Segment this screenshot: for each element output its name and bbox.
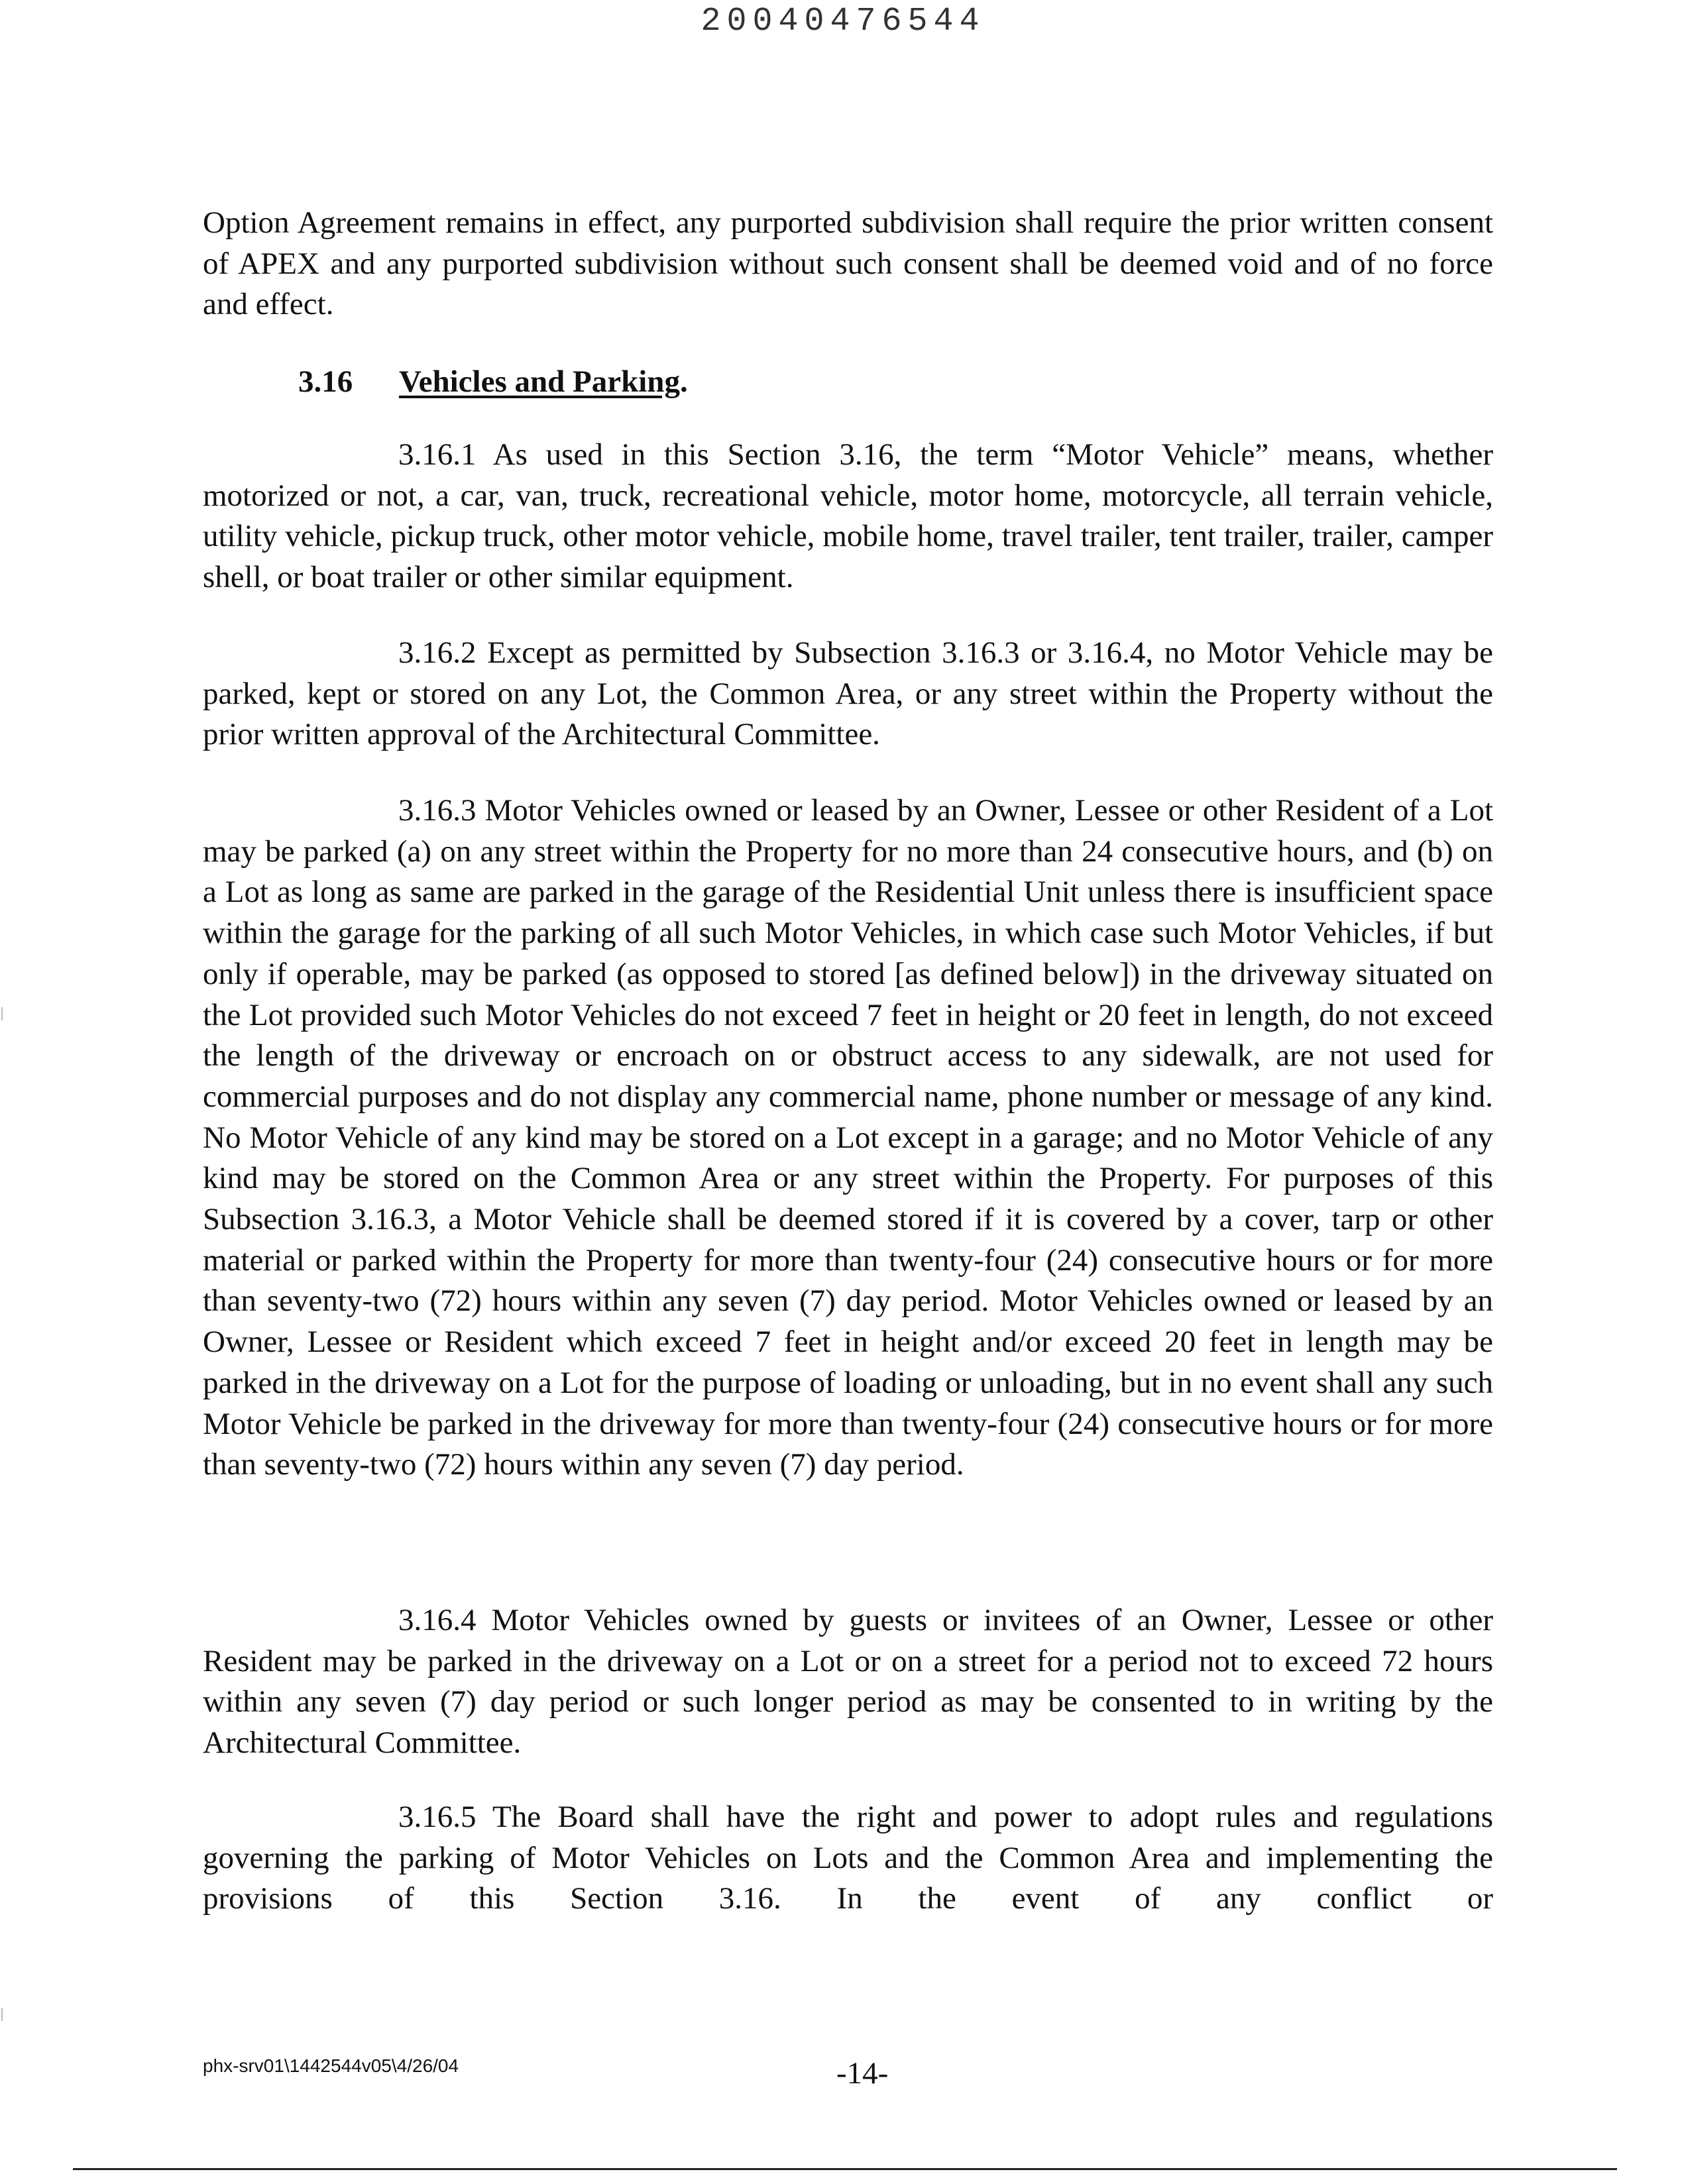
scan-edge-mark [1,2008,3,2021]
section-number: 3.16 [298,364,353,399]
paragraph-3-16-5: 3.16.5 The Board shall have the right and power to adopt rules and regulations governing the parking of Motor Vehicles on Lots and the Common Area and implementing the provisions of this Section 3.16. In the event of any conflict or [203,1800,1493,1916]
footer-rule [73,2168,1617,2170]
footer-document-id: phx-srv01\1442544v05\4/26/04 [203,2055,459,2076]
page-number: -14- [836,2056,889,2091]
paragraph-3-16-3: 3.16.3 Motor Vehicles owned or leased by an Owner, Lessee or other Resident of a Lot may be parked (a) on any street within the Property for no more than 24 consecutive hours, and (b) on a Lot as long as same are parked in the garage of the Residential Unit unless there is insufficient space within the garage for the parking of all such Motor Vehicles, in which case such Motor Vehicles, if but only if operable, may be parked (as opposed to stored [as defined below]) in the driveway situated on the Lot provided such Motor Vehicles do not exceed 7 feet in height or 20 feet in length, do not exceed the length of the driveway or encroach on or obstruct access to any sidewalk, are not used for commercial purposes and do not display any commercial name, phone number or message of any kind. No Motor Vehicle of any kind may be stored on a Lot except in a garage; and no Motor Vehicle of any kind may be stored on the Common Area or any street within the Property. For purposes of this Subsection 3.16.3, a Motor Vehicle shall be deemed stored if it is covered by a cover, tarp or other material or parked within the Property for more than twenty-four (24) consecutive hours or for more than seventy-two (72) hours within any seven (7) day period. Motor Vehicles owned or leased by an Owner, Lessee or Resident which exceed 7 feet in height and/or exceed 20 feet in length may be parked in the driveway on a Lot for the purpose of loading or unloading, but in no event shall any such Motor Vehicle be parked in the driveway for more than twenty-four (24) consecutive hours or for more than seventy-two (72) hours within any seven (7) day period. [203,793,1493,1482]
paragraph-3-16-2: 3.16.2 Except as permitted by Subsection 3.16.3 or 3.16.4, no Motor Vehicle may be parked, kept or stored on any Lot, the Common Area, or any street within the Property without the prior written approval of the Architectural Committee. [203,635,1493,752]
section-title: Vehicles and Parking [399,364,680,399]
paragraph-3-16-4: 3.16.4 Motor Vehicles owned by guests or invitees of an Owner, Lessee or other Resident may be parked in the driveway on a Lot or on a street for a period not to exceed 72 hours within any seven (7) day period or such longer period as may be consented to in writing by the Architectural Committee. [203,1603,1493,1761]
scan-edge-mark [1,1007,3,1020]
section-title-punctuation: . [679,364,688,399]
section-heading [298,362,688,402]
paragraph-3-16-1: 3.16.1 As used in this Section 3.16, the term “Motor Vehicle” means, whether motorized or not, a car, van, truck, recreational vehicle, motor home, motorcycle, all terrain vehicle, utility vehicle, pickup truck, other motor vehicle, mobile home, travel trailer, tent trailer, trailer, camper shell, or boat trailer or other similar equipment. [203,437,1493,595]
document-number: 20040476544 [701,3,985,40]
intro-paragraph: Option Agreement remains in effect, any purported subdivision shall require the prior written consent of APEX and any purported subdivision without such consent shall be deemed void and of no force and effect. [203,205,1493,322]
